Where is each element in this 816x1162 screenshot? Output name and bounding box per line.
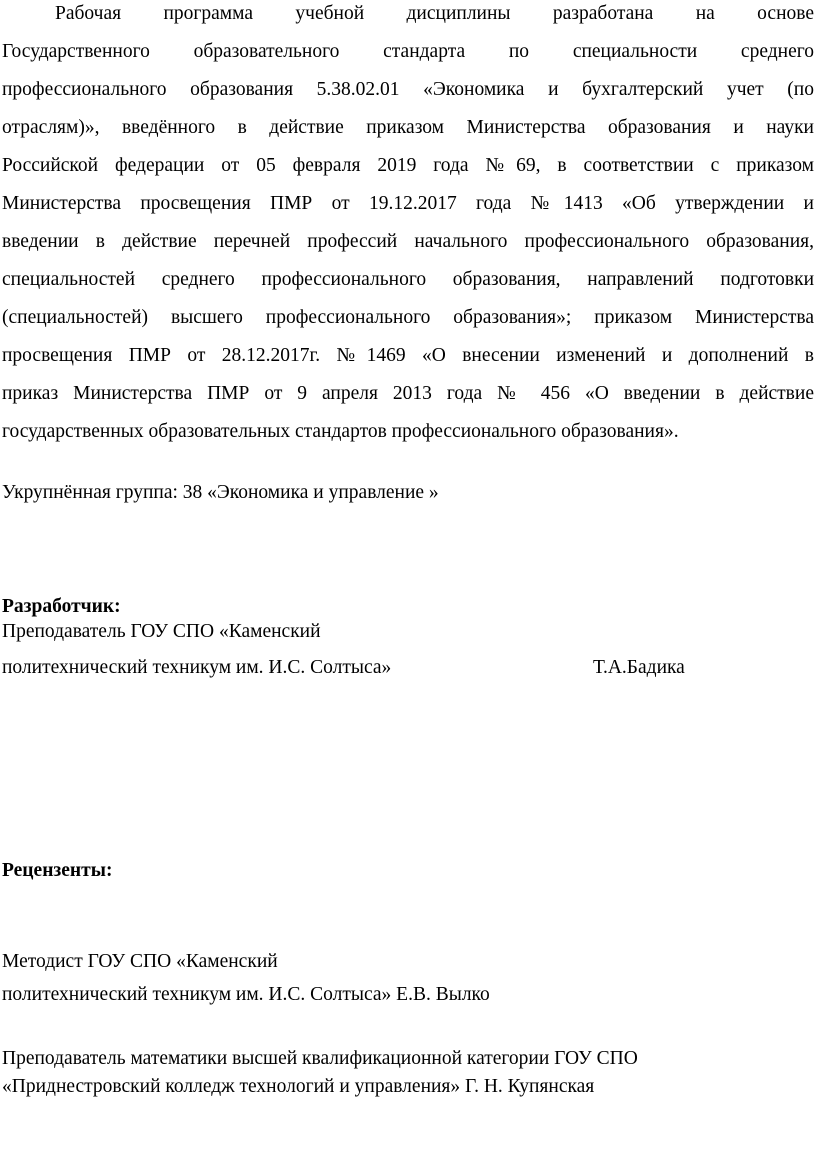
reviewer-1-institution: политехнический техникум им. И.С. Солтыса» Е.В. Вылко [2,984,490,1005]
reviewer-1-position: Методист ГОУ СПО «Каменский [2,951,278,972]
intro-line: введении в действие перечней профессий начального профессионального образования, [2,231,814,252]
developer-position: Преподаватель ГОУ СПО «Каменский [2,621,321,642]
intro-line: приказ Министерства ПМР от 9 апреля 2013 года № 456 «О введении в действие [2,383,814,404]
reviewer-2-position: Преподаватель математики высшей квалификационной категории ГОУ СПО [2,1048,638,1069]
intro-paragraph [2,0,814,455]
reviewers-heading: Рецензенты: [2,860,113,881]
intro-line: Министерства просвещения ПМР от 19.12.2017 года №1413 «Об утверждении и [2,193,814,214]
developer-heading: Разработчик: [2,596,121,617]
enlarged-group: Укрупнённая группа: 38 «Экономика и управление » [2,482,439,503]
intro-line: отраслям)», введённого в действие приказом Министерства образования и науки [2,117,814,138]
developer-institution: политехнический техникум им. И.С. Солтыса» [2,657,392,678]
intro-line: просвещения ПМР от 28.12.2017г. №1469 «О внесении изменений и дополнений в [2,345,814,366]
intro-line: Рабочая программа учебной дисциплины разработана на основе [55,3,814,24]
intro-line: профессионального образования 5.38.02.01 «Экономика и бухгалтерский учет (по [2,79,814,100]
intro-line: (специальностей) высшего профессионального образования»; приказом Министерства [2,307,814,328]
intro-line: Государственного образовательного стандарта по специальности среднего [2,41,814,62]
reviewer-2-institution: «Приднестровский колледж технологий и управления» Г. Н. Купянская [2,1076,595,1097]
intro-line: Российской федерации от 05 февраля 2019 года №69, в соответствии с приказом [2,155,814,176]
intro-line: государственных образовательных стандартов профессионального образования». [2,421,679,442]
developer-name: Т.А.Бадика [593,657,685,678]
intro-line: специальностей среднего профессионального образования, направлений подготовки [2,269,814,290]
